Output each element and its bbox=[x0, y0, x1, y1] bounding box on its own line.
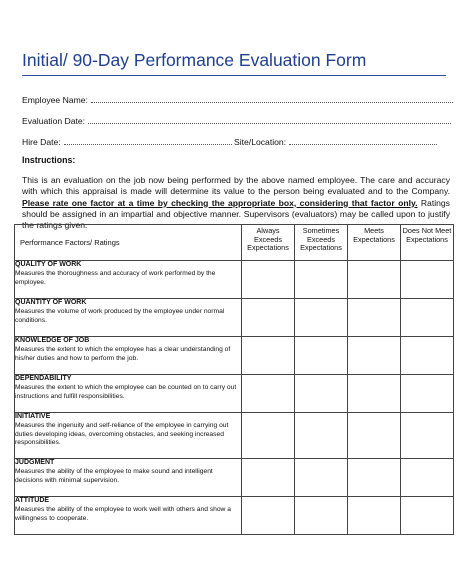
instructions-emphasis: Please rate one factor at a time by checking the appropriate box, considering that factor only. bbox=[22, 197, 418, 208]
rating-box[interactable] bbox=[401, 261, 454, 299]
rating-box[interactable] bbox=[348, 299, 401, 337]
table-row bbox=[15, 413, 454, 459]
employee-name-input[interactable] bbox=[91, 93, 453, 103]
employee-name-label: Employee Name: bbox=[22, 95, 88, 105]
rating-box[interactable] bbox=[348, 337, 401, 375]
instructions-heading: Instructions: bbox=[22, 155, 76, 165]
factor-cell bbox=[15, 261, 242, 299]
factor-name: QUANTITY OF WORK bbox=[15, 299, 87, 306]
site-location-label: Site/Location: bbox=[234, 137, 287, 147]
factor-cell bbox=[15, 337, 242, 375]
rating-box[interactable] bbox=[242, 497, 295, 535]
factor-cell bbox=[15, 413, 242, 459]
hire-date-input[interactable] bbox=[64, 135, 232, 145]
table-row bbox=[15, 459, 454, 497]
column-always-exceeds: Always Exceeds Expectations bbox=[242, 225, 295, 261]
rating-box[interactable] bbox=[348, 459, 401, 497]
form-title: Initial/ 90-Day Performance Evaluation Form bbox=[22, 50, 367, 70]
rating-box[interactable] bbox=[348, 261, 401, 299]
factor-column-header: Performance Factors/ Ratings bbox=[15, 225, 242, 261]
factor-name: QUALITY OF WORK bbox=[15, 261, 82, 268]
rating-box[interactable] bbox=[295, 299, 348, 337]
hire-date-field bbox=[22, 135, 232, 147]
rating-box[interactable] bbox=[242, 375, 295, 413]
rating-box[interactable] bbox=[242, 261, 295, 299]
site-location-input[interactable] bbox=[289, 135, 437, 145]
factor-cell bbox=[15, 375, 242, 413]
rating-box[interactable] bbox=[295, 375, 348, 413]
column-sometimes-exceeds: Sometimes Exceeds Expectations bbox=[295, 225, 348, 261]
rating-box[interactable] bbox=[242, 413, 295, 459]
rating-box[interactable] bbox=[401, 497, 454, 535]
factor-description: Measures the ability of the employee to make sound and intelligent decisions with minimal supervision. bbox=[15, 468, 213, 484]
table-row bbox=[15, 299, 454, 337]
ratings-table bbox=[14, 224, 454, 535]
rating-box[interactable] bbox=[295, 459, 348, 497]
column-meets: Meets Expectations bbox=[348, 225, 401, 261]
rating-box[interactable] bbox=[401, 413, 454, 459]
evaluation-date-field bbox=[22, 114, 451, 126]
table-row bbox=[15, 497, 454, 535]
factor-description: Measures the ingenuity and self-reliance of the employee in carrying out duties developing ideas, overcoming obstacles, and seeking increased responsibilities. bbox=[15, 422, 229, 447]
rating-box[interactable] bbox=[348, 375, 401, 413]
table-row bbox=[15, 337, 454, 375]
factor-description: Measures the thoroughness and accuracy of work performed by the employee. bbox=[15, 270, 216, 286]
table-row bbox=[15, 375, 454, 413]
evaluation-date-input[interactable] bbox=[88, 114, 451, 124]
rating-box[interactable] bbox=[401, 337, 454, 375]
rating-box[interactable] bbox=[401, 459, 454, 497]
rating-box[interactable] bbox=[295, 413, 348, 459]
factor-description: Measures the ability of the employee to work well with others and show a willingness to cooperate. bbox=[15, 506, 231, 522]
employee-name-field bbox=[22, 93, 453, 105]
rating-box[interactable] bbox=[401, 299, 454, 337]
factor-description: Measures the extent to which the employee can be counted on to carry out instructions and fulfill responsibilities. bbox=[15, 384, 237, 400]
hire-date-label: Hire Date: bbox=[22, 137, 61, 147]
table-row bbox=[15, 261, 454, 299]
rating-box[interactable] bbox=[242, 459, 295, 497]
site-location-field bbox=[234, 135, 437, 147]
factor-name: KNOWLEDGE OF JOB bbox=[15, 337, 90, 344]
instructions-text-2: Ratings should be assigned in an impartial and objective manner. Supervisors (evaluators) may be called upon to justify the ratings given. bbox=[22, 197, 450, 231]
factor-cell bbox=[15, 459, 242, 497]
rating-box[interactable] bbox=[242, 337, 295, 375]
ratings-header-row bbox=[15, 225, 454, 261]
factor-name: DEPENDABILITY bbox=[15, 375, 72, 382]
instructions-text-1: This is an evaluation on the job now being performed by the above named employee. The care and accuracy with which this appraisal is made will determine its value to the person being evaluated and to the Company. bbox=[22, 175, 450, 197]
factor-description: Measures the volume of work produced by the employee under normal conditions. bbox=[15, 308, 225, 324]
factor-description: Measures the extent to which the employee has a clear understanding of his/her duties and how to perform the job. bbox=[15, 346, 231, 362]
factor-cell bbox=[15, 497, 242, 535]
rating-box[interactable] bbox=[295, 337, 348, 375]
factor-name: ATTITUDE bbox=[15, 497, 50, 504]
title-divider bbox=[22, 75, 446, 76]
factor-name: INITIATIVE bbox=[15, 413, 51, 420]
rating-box[interactable] bbox=[295, 497, 348, 535]
column-does-not-meet: Does Not Meet Expectations bbox=[401, 225, 454, 261]
factor-name: JUDGMENT bbox=[15, 459, 55, 466]
rating-box[interactable] bbox=[348, 413, 401, 459]
factor-cell bbox=[15, 299, 242, 337]
rating-box[interactable] bbox=[401, 375, 454, 413]
rating-box[interactable] bbox=[242, 299, 295, 337]
rating-box[interactable] bbox=[348, 497, 401, 535]
evaluation-date-label: Evaluation Date: bbox=[22, 116, 86, 126]
instructions-paragraph bbox=[22, 175, 450, 231]
rating-box[interactable] bbox=[295, 261, 348, 299]
